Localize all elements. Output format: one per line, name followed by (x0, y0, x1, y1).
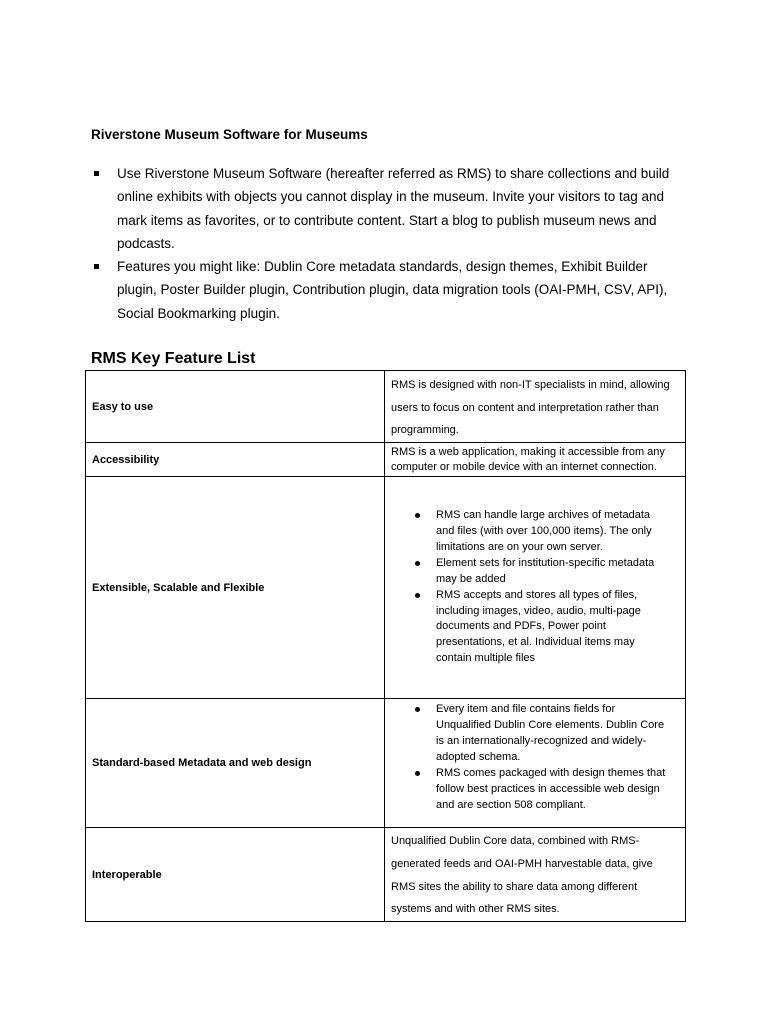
feature-description-cell (385, 477, 686, 699)
feature-point-list (391, 702, 668, 813)
square-bullet-icon (94, 171, 99, 176)
feature-point (436, 766, 668, 814)
feature-point-list (391, 508, 668, 667)
feature-description-cell (385, 443, 686, 477)
intro-bullet-list (91, 162, 671, 325)
table-row (86, 699, 686, 828)
feature-point-text: RMS can handle large archives of metadata and files (with over 100,000 items). The only limitations are on your own server. (436, 509, 652, 553)
round-bullet-icon (415, 561, 420, 566)
feature-point (436, 508, 668, 556)
feature-description-cell (385, 828, 686, 922)
feature-name-cell: Interoperable (86, 828, 385, 922)
document-title: Riverstone Museum Software for Museums (91, 127, 368, 142)
table-row (86, 371, 686, 443)
feature-point (436, 702, 668, 766)
feature-point-text: RMS comes packaged with design themes that follow best practices in accessible web design and are section 508 compliant. (436, 766, 666, 811)
feature-description-cell (385, 371, 686, 443)
intro-bullet-text: Use Riverstone Museum Software (hereafter referred as RMS) to share collections and build online exhibits with objects you cannot display in the museum. Invite your visitors to tag and mark items as favorites, or to contribute content. Start a blog to publish museum news and podcasts. (117, 166, 670, 251)
feature-description: Unqualified Dublin Core data, combined with RMS-generated feeds and OAI-PMH harvestable data, give RMS sites the ability to share data among different systems and with other RMS sites. (391, 835, 653, 916)
feature-name-cell: Accessibility (86, 443, 385, 477)
feature-point (436, 588, 668, 668)
table-row (86, 443, 686, 477)
round-bullet-icon (415, 707, 420, 712)
feature-point-text: RMS accepts and stores all types of files, including images, video, audio, multi-page documents and PDFs, Power point presentations, et al. Individual items may contain multiple files (436, 588, 641, 665)
round-bullet-icon (415, 771, 420, 776)
feature-list-heading: RMS Key Feature List (91, 350, 256, 367)
table-row (86, 828, 686, 922)
table-row (86, 477, 686, 699)
feature-point-text: Every item and file contains fields for Unqualified Dublin Core elements. Dublin Core is an internationally-recognized and widely-adopted schema. (436, 703, 665, 763)
feature-name-cell: Standard-based Metadata and web design (86, 699, 385, 828)
feature-point-text: Element sets for institution-specific metadata may be added (436, 556, 655, 585)
feature-name-cell: Easy to use (86, 371, 385, 443)
feature-description: RMS is a web application, making it accessible from any computer or mobile device with an internet connection. (391, 445, 665, 473)
feature-point (436, 556, 668, 588)
feature-description-cell (385, 699, 686, 828)
round-bullet-icon (415, 593, 420, 598)
intro-bullet (91, 255, 671, 325)
intro-bullet (91, 162, 671, 255)
round-bullet-icon (415, 513, 420, 518)
feature-name-cell: Extensible, Scalable and Flexible (86, 477, 385, 699)
square-bullet-icon (94, 264, 99, 269)
feature-table (85, 370, 686, 922)
intro-bullet-text: Features you might like: Dublin Core metadata standards, design themes, Exhibit Builder plugin, Poster Builder plugin, Contribution plugin, data migration tools (OAI-PMH, CSV, API), Social Bookmarking plugin. (117, 259, 668, 321)
feature-description: RMS is designed with non-IT specialists in mind, allowing users to focus on content and interpretation rather than programming. (391, 379, 670, 437)
